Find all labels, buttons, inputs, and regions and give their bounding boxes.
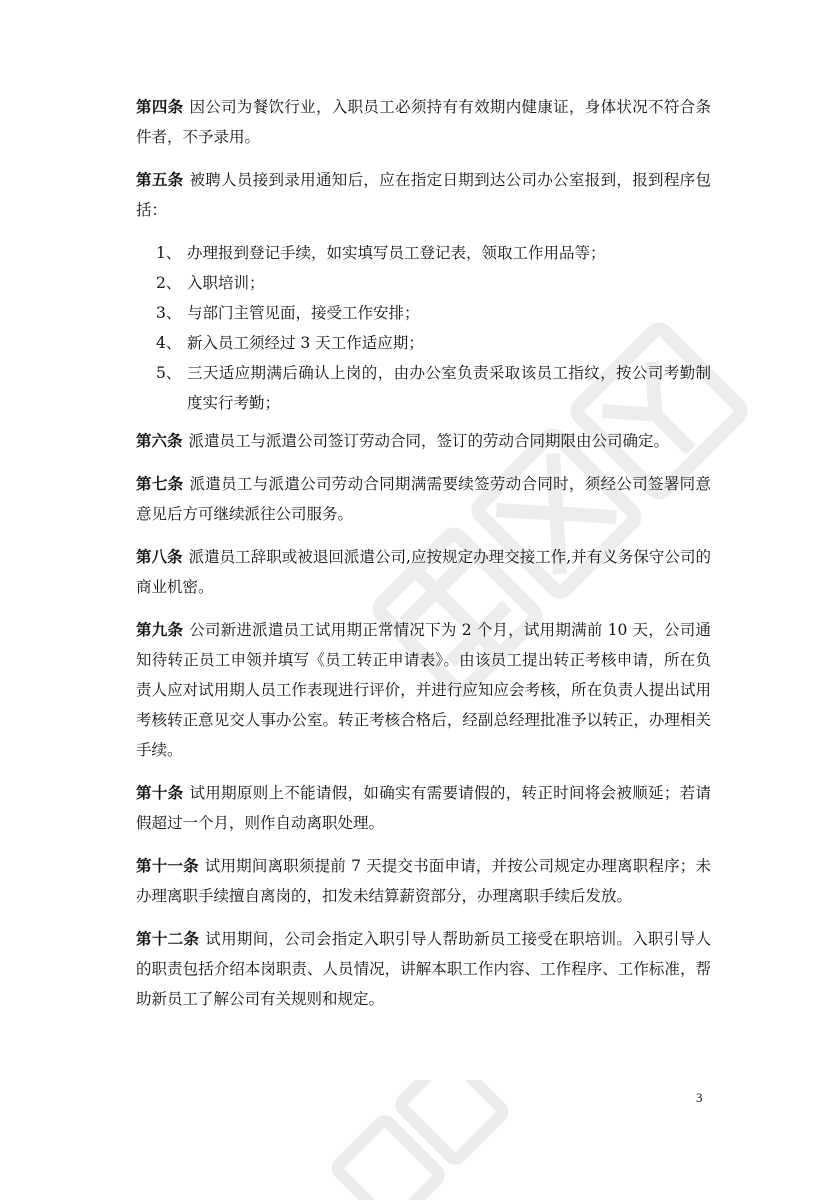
list-item-number: 1、 <box>156 244 182 262</box>
article-label: 第九条 <box>136 620 184 639</box>
article-10 <box>136 778 711 838</box>
article-4 <box>136 92 711 152</box>
list-item-text: 三天适应期满后确认上岗的，由办公室负责采取该员工指纹，按公司考勤制度实行考勤； <box>187 364 711 412</box>
article-9 <box>136 615 711 765</box>
articles-group-a <box>136 92 711 225</box>
articles-group-b <box>136 426 711 1014</box>
article-label: 第十条 <box>136 783 184 802</box>
article-label: 第五条 <box>136 170 184 189</box>
page-number: 3 <box>696 1090 703 1105</box>
article-5 <box>136 165 711 225</box>
list-item-text: 入职培训； <box>187 274 265 292</box>
article-label: 第七条 <box>136 474 184 493</box>
list-item <box>136 328 711 358</box>
document-body <box>136 92 711 1027</box>
article-text: 派遣员工与派遣公司劳动合同期满需要续签劳动合同时，须经公司签署同意意见后方可继续派往公司服务。 <box>136 475 711 523</box>
article-text: 因公司为餐饮行业，入职员工必须持有有效期内健康证，身体状况不符合条件者，不予录用。 <box>136 98 711 146</box>
article-label: 第八条 <box>136 547 183 566</box>
list-item-number: 2、 <box>156 274 182 292</box>
article-text: 试用期原则上不能请假，如确实有需要请假的，转正时间将会被顺延；若请假超过一个月，则作自动离职处理。 <box>136 784 711 832</box>
article-label: 第四条 <box>136 97 184 116</box>
article-11 <box>136 851 711 911</box>
list-item-text: 与部门主管见面，接受工作安排； <box>187 304 420 322</box>
article-12 <box>136 924 711 1014</box>
article-label: 第十一条 <box>136 856 199 875</box>
list-item-number: 4、 <box>156 334 182 352</box>
article-text: 公司新进派遣员工试用期正常情况下为 2 个月，试用期满前 10 天，公司通知待转正员工申领并填写《员工转正申请表》。由该员工提出转正考核申请，所在负责人应对试用期人员工作表现进行评价，并进行应知应会考核，所在负责人提出试用考核转正意见交人事办公室。转正考核合格后，经副总经理批准予以转正，办理相关手续。 <box>136 621 711 759</box>
list-item <box>136 358 711 418</box>
article-text: 试用期间离职须提前 7 天提交书面申请，并按公司规定办理离职程序；未办理离职手续擅自离岗的，扣发未结算薪资部分，办理离职手续后发放。 <box>136 857 711 905</box>
list-item <box>136 238 711 268</box>
article-label: 第十二条 <box>136 929 200 948</box>
watermark-graphic-bottom <box>300 1080 540 1200</box>
list-item-number: 5、 <box>156 364 182 382</box>
article-text: 派遣员工辞职或被退回派遣公司,应按规定办理交接工作,并有义务保守公司的商业机密。 <box>136 548 711 596</box>
list-item-number: 3、 <box>156 304 182 322</box>
list-item <box>136 298 711 328</box>
article-7 <box>136 469 711 529</box>
article-text: 试用期间，公司会指定入职引导人帮助新员工接受在职培训。入职引导人的职责包括介绍本岗职责、人员情况，讲解本职工作内容、工作程序、工作标准，帮助新员工了解公司有关规则和规定。 <box>136 930 711 1008</box>
article-8 <box>136 542 711 602</box>
list-item-text: 办理报到登记手续，如实填写员工登记表，领取工作用品等； <box>187 244 606 262</box>
article-6 <box>136 426 711 456</box>
article-label: 第六条 <box>136 431 183 450</box>
article-text: 派遣员工与派遣公司签订劳动合同，签订的劳动合同期限由公司确定。 <box>188 432 670 450</box>
list-item-text: 新入员工须经过 3 天工作适应期； <box>187 334 424 352</box>
article-text: 被聘人员接到录用通知后，应在指定日期到达公司办公室报到，报到程序包括： <box>136 171 711 219</box>
onboarding-steps-list <box>136 238 711 418</box>
list-item <box>136 268 711 298</box>
